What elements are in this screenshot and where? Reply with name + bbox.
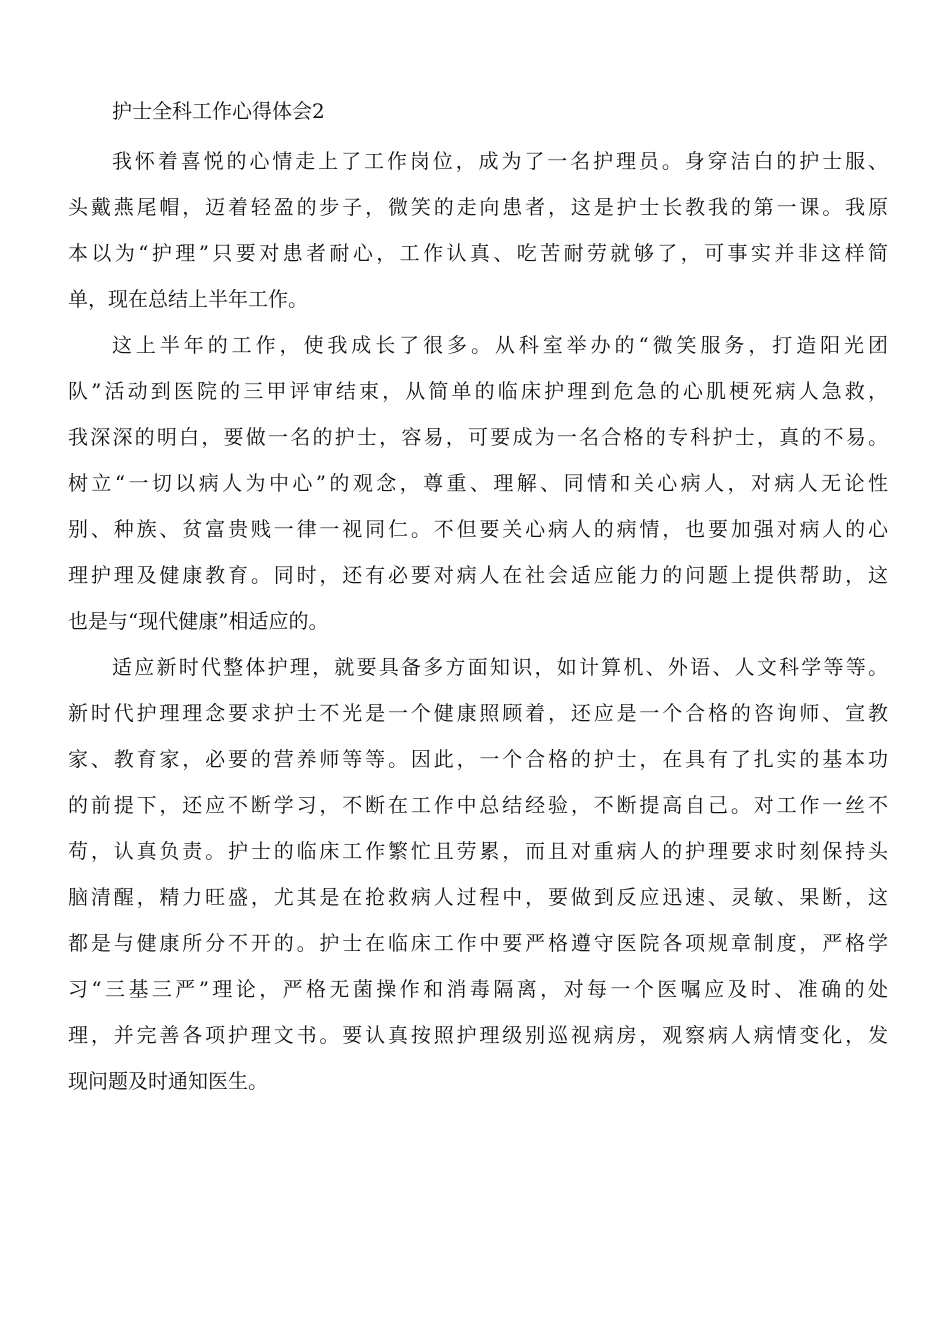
text-line: 苟，认真负责。护士的临床工作繁忙且劳累，而且对重病人的护理要求时刻保持头 <box>68 839 888 863</box>
text-line: 习“三基三严”理论，严格无菌操作和消毒隔离，对每一个医嘱应及时、准确的处 <box>68 977 888 1001</box>
text-line: 树立“一切以病人为中心”的观念，尊重、理解、同情和关心病人，对病人无论性 <box>68 471 888 495</box>
document-title: 护士全科工作心得体会2 <box>112 99 325 123</box>
text-line: 也是与“现代健康”相适应的。 <box>68 609 329 633</box>
text-line: 家、教育家，必要的营养师等等。因此，一个合格的护士，在具有了扎实的基本功 <box>68 747 888 771</box>
document-body <box>68 147 888 1113</box>
text-line: 现问题及时通知医生。 <box>68 1069 268 1093</box>
text-line: 理护理及健康教育。同时，还有必要对病人在社会适应能力的问题上提供帮助，这 <box>68 563 888 587</box>
text-line: 都是与健康所分不开的。护士在临床工作中要严格遵守医院各项规章制度，严格学 <box>68 931 888 955</box>
paragraph <box>68 147 888 331</box>
text-line: 新时代护理理念要求护士不光是一个健康照顾着，还应是一个合格的咨询师、宣教 <box>68 701 888 725</box>
text-line: 脑清醒，精力旺盛，尤其是在抢救病人过程中，要做到反应迅速、灵敏、果断，这 <box>68 885 888 909</box>
text-line: 我深深的明白，要做一名的护士，容易，可要成为一名合格的专科护士，真的不易。 <box>68 425 888 449</box>
text-line: 的前提下，还应不断学习，不断在工作中总结经验，不断提高自己。对工作一丝不 <box>68 793 888 817</box>
text-line: 理，并完善各项护理文书。要认真按照护理级别巡视病房，观察病人病情变化，发 <box>68 1023 888 1047</box>
paragraph <box>68 331 888 653</box>
text-line: 本以为“护理”只要对患者耐心，工作认真、吃苦耐劳就够了，可事实并非这样简 <box>68 241 888 265</box>
text-line: 队”活动到医院的三甲评审结束，从简单的临床护理到危急的心肌梗死病人急救， <box>68 379 888 403</box>
text-line: 适应新时代整体护理，就要具备多方面知识，如计算机、外语、人文科学等等。 <box>112 655 888 679</box>
text-line: 头戴燕尾帽，迈着轻盈的步子，微笑的走向患者，这是护士长教我的第一课。我原 <box>68 195 888 219</box>
paragraph <box>68 653 888 1113</box>
text-line: 我怀着喜悦的心情走上了工作岗位，成为了一名护理员。身穿洁白的护士服、 <box>112 149 888 173</box>
text-line: 这上半年的工作，使我成长了很多。从科室举办的“微笑服务，打造阳光团 <box>112 333 888 357</box>
text-line: 单，现在总结上半年工作。 <box>68 287 308 311</box>
text-line: 别、种族、贫富贵贱一律一视同仁。不但要关心病人的病情，也要加强对病人的心 <box>68 517 888 541</box>
